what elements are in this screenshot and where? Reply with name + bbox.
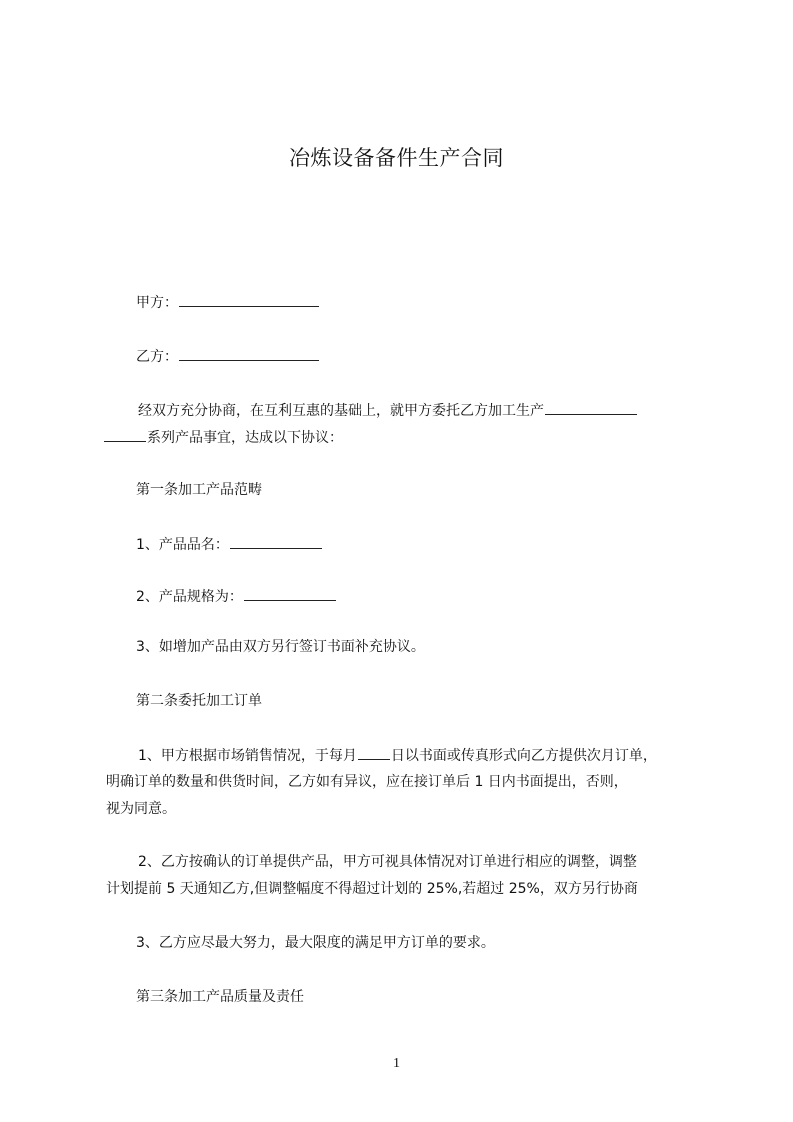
intro-line-1 <box>138 400 638 420</box>
article-2-p1-line-1 <box>138 745 657 765</box>
order-text-a: 1、甲方根据市场销售情况，于每月 <box>138 748 357 764</box>
article-3-heading: 第三条加工产品质量及责任 <box>136 989 304 1005</box>
article-2-p1-line-2: 明确订单的数量和供货时间，乙方如有异议，应在接订单后 1 日内书面提出，否则， <box>106 774 628 790</box>
article-1-item-2 <box>136 586 337 606</box>
intro-text-1: 经双方充分协商，在互利互惠的基础上，就甲方委托乙方加工生产 <box>138 403 544 419</box>
article-2-p2-line-2: 计划提前 5 天通知乙方,但调整幅度不得超过计划的 25%,若超过 25%，双方另行协商 <box>106 881 638 897</box>
order-day-blank <box>358 745 390 760</box>
party-b-line <box>136 346 320 366</box>
article-2-p2-line-1: 2、乙方按确认的订单提供产品，甲方可视具体情况对订单进行相应的调整，调整 <box>138 854 637 870</box>
party-a-blank <box>179 292 319 307</box>
article-1-heading: 第一条加工产品范畴 <box>136 482 262 498</box>
article-2-p3: 3、乙方应尽最大努力，最大限度的满足甲方订单的要求。 <box>136 935 495 951</box>
intro-line-2 <box>104 427 343 447</box>
article-2-heading: 第二条委托加工订单 <box>136 693 262 709</box>
party-a-line <box>136 292 320 312</box>
party-b-blank <box>179 346 319 361</box>
product-spec-blank <box>244 586 336 601</box>
article-2-p1-line-3: 视为同意。 <box>106 801 176 817</box>
intro-product-blank <box>545 400 637 415</box>
page-number: 1 <box>393 1056 400 1071</box>
intro-text-2: 系列产品事宜，达成以下协议： <box>147 430 343 446</box>
intro-series-blank <box>104 427 146 442</box>
party-a-label: 甲方： <box>136 295 178 311</box>
product-name-blank <box>230 534 322 549</box>
party-b-label: 乙方： <box>136 349 178 365</box>
order-text-b: 日以书面或传真形式向乙方提供次月订单， <box>390 748 657 764</box>
product-name-label: 1、产品品名： <box>136 537 229 553</box>
document-title: 冶炼设备备件生产合同 <box>289 146 504 170</box>
article-1-item-1 <box>136 534 323 554</box>
article-1-item-3: 3、如增加产品由双方另行签订书面补充协议。 <box>136 639 425 655</box>
product-spec-label: 2、产品规格为： <box>136 589 243 605</box>
